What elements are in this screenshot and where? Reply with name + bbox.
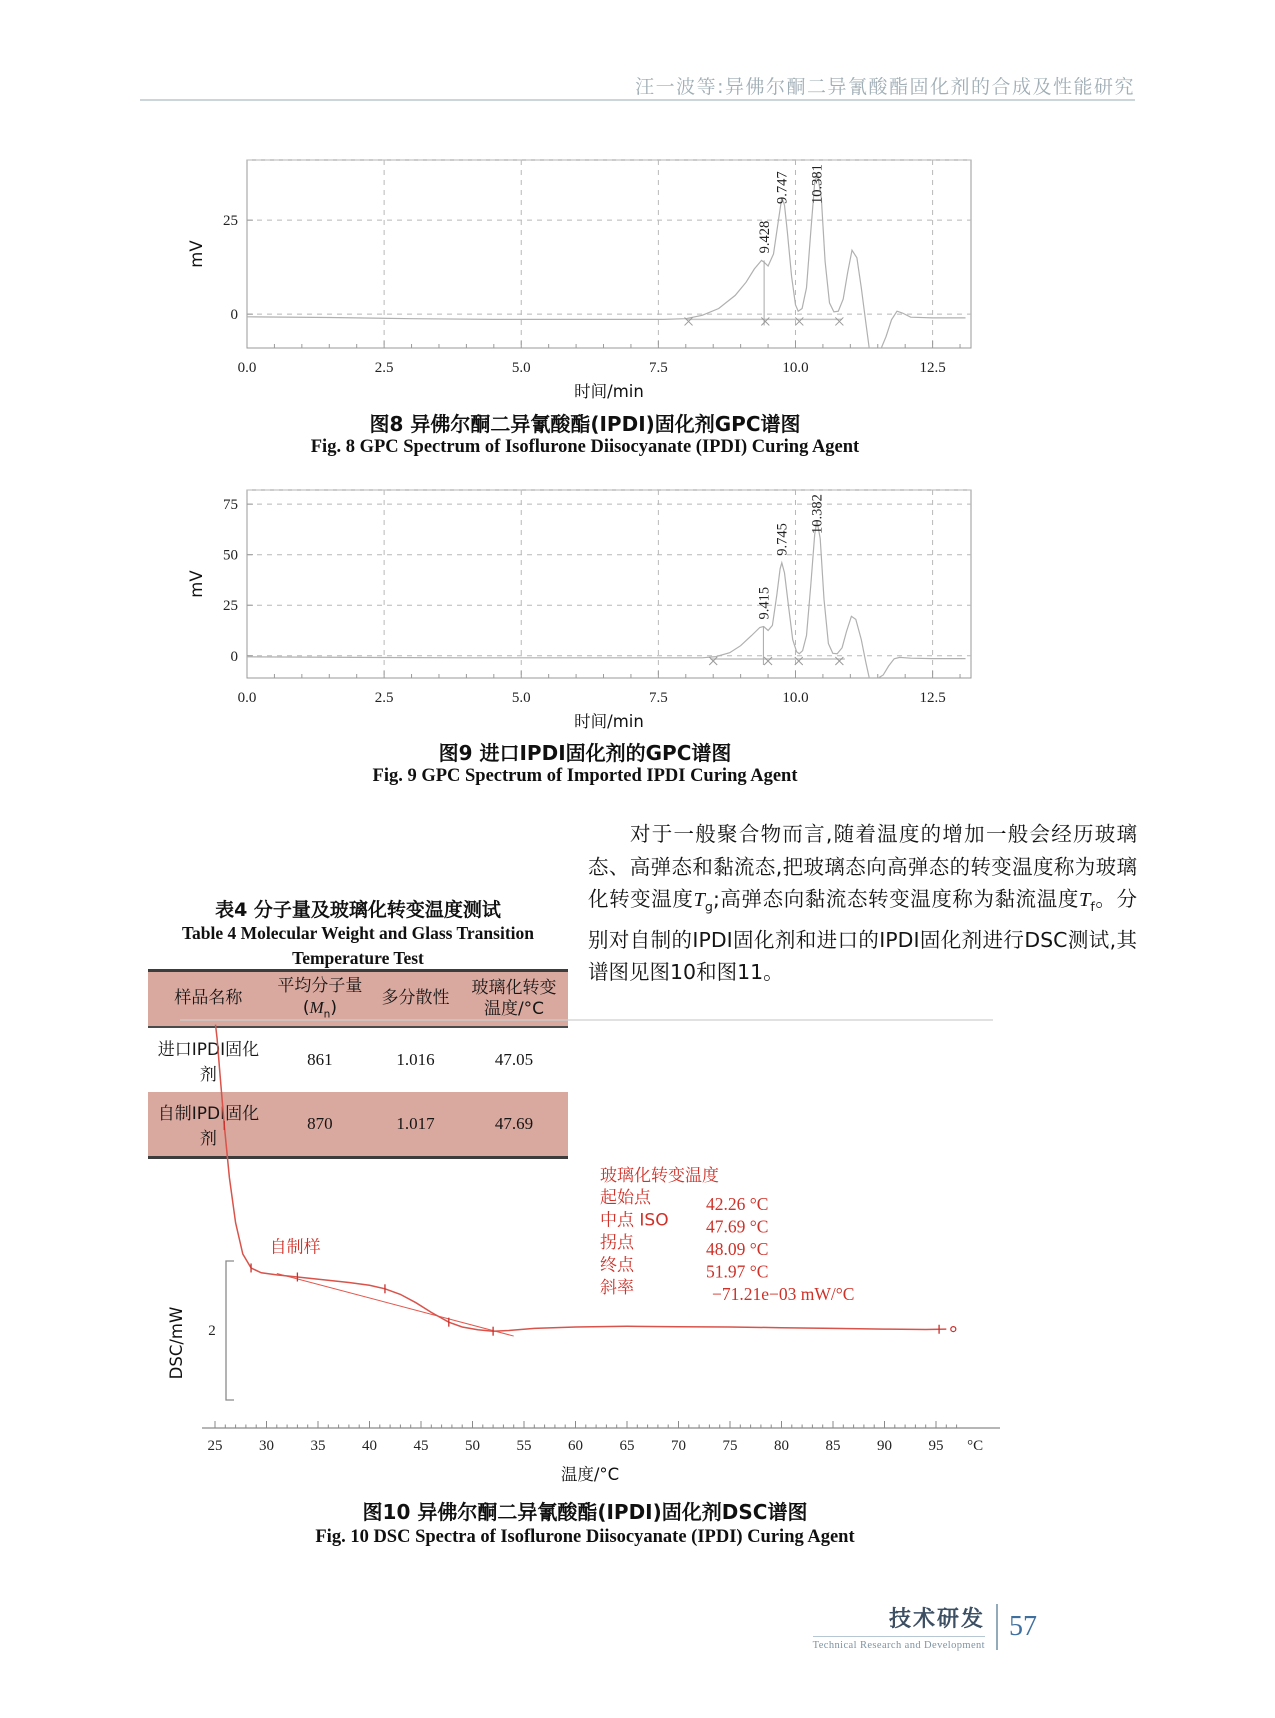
svg-text:0.0: 0.0 xyxy=(237,360,257,376)
paragraph-text: ;高弹态向黏流态转变温度称为黏流温度 xyxy=(712,887,1079,911)
gpc1-peak-label: 9.747 xyxy=(774,171,791,204)
figure8-gpc-chart xyxy=(185,146,985,404)
svg-text:7.5: 7.5 xyxy=(648,690,668,706)
svg-text:0.0: 0.0 xyxy=(237,690,257,706)
dsc-annotation-value: 47.69 °C xyxy=(706,1216,769,1237)
tg-value: 47.69 xyxy=(460,1092,568,1158)
svg-text:12.5: 12.5 xyxy=(919,690,946,706)
gpc2-plot-border xyxy=(247,490,971,678)
table4-title-en-line2: Temperature Test xyxy=(292,948,424,968)
svg-text:90: 90 xyxy=(877,1438,892,1454)
svg-text:75: 75 xyxy=(722,1438,738,1454)
svg-text:85: 85 xyxy=(825,1438,841,1454)
table4-col-mn-line2: $(M_n)$ xyxy=(302,998,337,1021)
svg-text:5.0: 5.0 xyxy=(511,360,531,376)
table4-col-tg-line1: 玻璃化转变 xyxy=(471,977,557,998)
dsc-ylabel: DSC/mW xyxy=(167,1306,186,1380)
svg-text:25: 25 xyxy=(207,1438,223,1454)
gpc2-peak-label: 9.415 xyxy=(756,586,773,620)
svg-text:50: 50 xyxy=(465,1438,480,1454)
paragraph-text: 对于一般聚合物而言,随着温度的增加一般会经历玻璃态、高弹态和黏流态,把玻璃态向高弹态的转变温度称为玻璃化转变温度 xyxy=(588,822,1137,911)
svg-text:70: 70 xyxy=(671,1438,686,1454)
figure9-caption-zh: 图9 进口IPDI固化剂的GPC谱图 xyxy=(438,741,732,765)
svg-text:2.5: 2.5 xyxy=(374,360,394,376)
footer-divider xyxy=(996,1604,998,1650)
footer-section-zh: 技术研发 xyxy=(888,1607,985,1632)
svg-text:35: 35 xyxy=(310,1438,326,1454)
table4-col-tg-line2: 温度/°C xyxy=(483,998,545,1019)
running-header: 汪一波等:异佛尔酮二异氰酸酯固化剂的合成及性能研究 xyxy=(635,76,1135,98)
page-number: 57 xyxy=(1009,1610,1037,1642)
mn-value: 870 xyxy=(269,1092,371,1158)
figure9-caption-en: Fig. 9 GPC Spectrum of Imported IPDI Curing Agent xyxy=(372,766,798,786)
dsc-annotation-label: 终点 xyxy=(600,1255,634,1276)
svg-text:10.0: 10.0 xyxy=(782,360,809,376)
dsc-annotation-label: 起始点 xyxy=(600,1188,651,1208)
table4-col-pdi: 多分散性 xyxy=(371,971,460,1027)
svg-text:0: 0 xyxy=(230,307,238,324)
svg-text:5.0: 5.0 xyxy=(511,690,531,706)
paragraph-text: 。分别对自制的IPDI固化剂和进口的IPDI固化剂进行DSC测试,其谱图见图10和图11。 xyxy=(588,887,1138,985)
dsc-annotation-value: 42.26 °C xyxy=(706,1194,769,1214)
symbol-Tf: T xyxy=(1078,889,1091,911)
svg-text:10.0: 10.0 xyxy=(782,690,809,706)
footer-section-en: Technical Research and Development xyxy=(813,1636,985,1651)
dsc-xlabel: 温度/°C xyxy=(560,1465,620,1484)
footer-section xyxy=(813,1602,985,1651)
dsc-annotation-label: 拐点 xyxy=(600,1233,634,1253)
mn-value: 861 xyxy=(307,1049,333,1069)
sample-name: 自制IPDI固化剂 xyxy=(148,1092,269,1158)
gpc1-xlabel: 时间/min xyxy=(574,382,644,401)
dsc-annotation-label: 斜率 xyxy=(600,1278,634,1298)
table4-title-zh: 表4 分子量及玻璃化转变温度测试 xyxy=(215,899,501,921)
dsc-x-unit: °C xyxy=(967,1438,984,1454)
svg-text:65: 65 xyxy=(619,1438,635,1454)
dsc-annotation-value: −71.21e−03 mW/°C xyxy=(712,1284,855,1304)
page-footer xyxy=(813,1602,1037,1651)
svg-text:2.5: 2.5 xyxy=(374,690,394,706)
figure10-dsc-chart xyxy=(150,1013,1020,1491)
dsc-scale-value: 2 xyxy=(208,1323,216,1339)
svg-text:25: 25 xyxy=(223,598,238,615)
tg-value: 47.05 xyxy=(494,1049,534,1069)
figure10-caption-zh: 图10 异佛尔酮二异氰酸酯(IPDI)固化剂DSC谱图 xyxy=(362,1500,808,1524)
svg-text:7.5: 7.5 xyxy=(648,360,668,376)
dsc-tangent-line xyxy=(277,1274,514,1337)
figure10-caption-en: Fig. 10 DSC Spectra of Isoflurone Diisocyanate (IPDI) Curing Agent xyxy=(315,1527,855,1547)
svg-text:0: 0 xyxy=(230,648,238,665)
dsc-annotation-value: 48.09 °C xyxy=(706,1239,769,1259)
gpc2-peak-label: 10.382 xyxy=(809,494,826,534)
dsc-curve-end-marker xyxy=(951,1327,956,1332)
svg-text:60: 60 xyxy=(568,1438,583,1454)
pdi-value: 1.017 xyxy=(371,1092,460,1158)
gpc2-ylabel: mV xyxy=(187,570,206,598)
table4-col-mn-line1: 平均分子量 xyxy=(277,976,363,996)
svg-text:80: 80 xyxy=(774,1438,789,1454)
svg-text:25: 25 xyxy=(223,213,238,230)
svg-text:50: 50 xyxy=(223,547,238,564)
gpc1-peak-label: 10.381 xyxy=(809,164,826,204)
dsc-annotation-value: 51.97 °C xyxy=(706,1261,769,1282)
dsc-sample-label: 自制样 xyxy=(269,1237,321,1258)
table4-col-sample: 样品名称 xyxy=(148,971,269,1027)
svg-text:30: 30 xyxy=(259,1438,274,1454)
header-rule xyxy=(140,99,1135,101)
sample-name: 进口IPDI固化剂 xyxy=(157,1039,260,1085)
gpc1-ylabel: mV xyxy=(187,240,206,268)
dsc-annotation-label: 中点 ISO xyxy=(600,1210,669,1231)
svg-text:55: 55 xyxy=(516,1438,532,1454)
dsc-scale-bracket xyxy=(226,1261,234,1400)
figure9-gpc-chart xyxy=(185,476,985,734)
gpc2-xlabel: 时间/min xyxy=(574,712,644,731)
gpc1-peak-label: 9.428 xyxy=(757,220,774,254)
svg-text:75: 75 xyxy=(223,497,238,514)
figure8-caption-en: Fig. 8 GPC Spectrum of Isoflurone Diisocyanate (IPDI) Curing Agent xyxy=(310,437,860,457)
figure8-caption-zh: 图8 异佛尔酮二异氰酸酯(IPDI)固化剂GPC谱图 xyxy=(369,412,801,436)
gpc2-peak-label: 9.745 xyxy=(774,523,791,556)
svg-text:95: 95 xyxy=(928,1438,944,1454)
svg-text:45: 45 xyxy=(413,1438,429,1454)
table4-title-en-line1: Table 4 Molecular Weight and Glass Transition xyxy=(181,923,534,943)
gpc1-curve xyxy=(247,174,966,352)
symbol-Tg: T xyxy=(693,889,705,911)
body-paragraph: 对于一般聚合物而言,随着温度的增加一般会经历玻璃态、高弹态和黏流态,把玻璃态向高弹态的转变温度称为玻璃化转变温度$T_g$;高弹态向黏流态转变温度称为黏流温度$T_f$。分别对自制的IPDI固化剂和进口的IPDI固化剂进行DSC测试,其谱图见图10和图11。 xyxy=(588,822,1138,985)
svg-text:40: 40 xyxy=(362,1438,377,1454)
pdi-value: 1.016 xyxy=(396,1049,435,1069)
dsc-annotation-title: 玻璃化转变温度 xyxy=(600,1166,719,1186)
svg-text:12.5: 12.5 xyxy=(919,360,946,376)
